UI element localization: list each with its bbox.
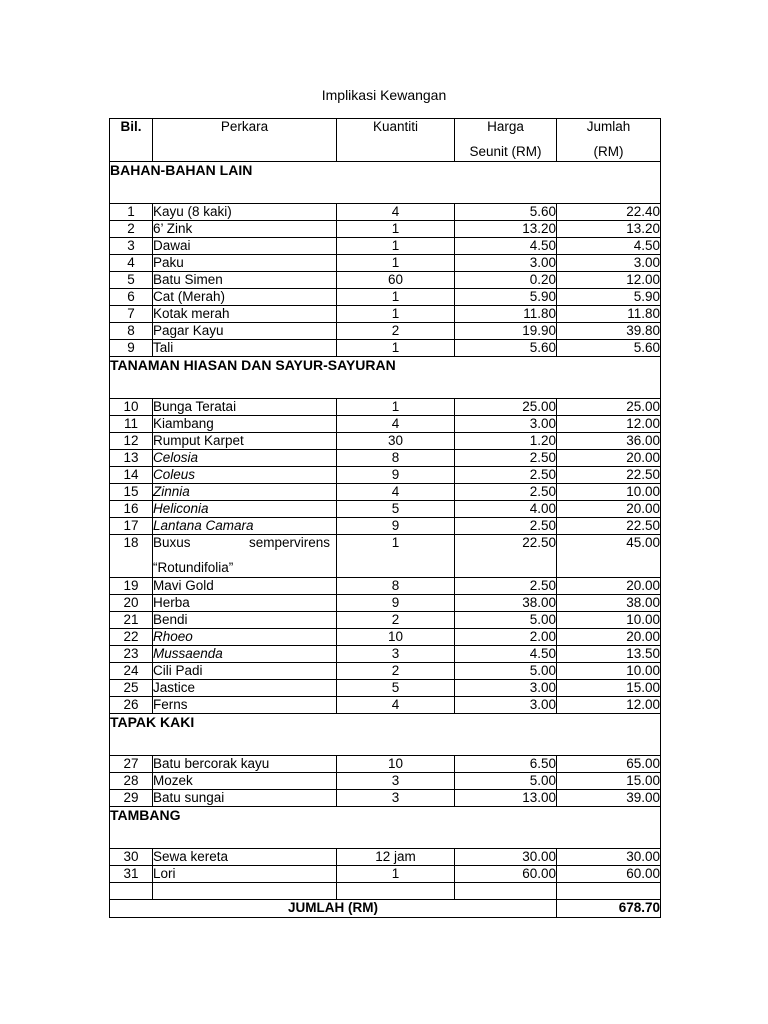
row-quantity: 10	[337, 756, 455, 773]
total-label: JUMLAH (RM)	[110, 900, 557, 918]
row-item: Ferns	[153, 697, 337, 714]
row-unit-price: 2.50	[455, 450, 557, 467]
row-quantity: 3	[337, 646, 455, 663]
row-item-word: sempervirens	[248, 535, 330, 550]
table-row	[110, 646, 661, 663]
table-row	[110, 697, 661, 714]
row-total: 25.00	[557, 399, 661, 416]
table-row	[110, 866, 661, 883]
row-number: 12	[110, 433, 153, 450]
blank-cell	[455, 883, 557, 900]
row-unit-price: 5.00	[455, 663, 557, 680]
row-item: Batu sungai	[153, 790, 337, 807]
row-unit-price: 3.00	[455, 680, 557, 697]
header-kuantiti: Kuantiti	[337, 119, 455, 162]
row-total: 45.00	[557, 535, 661, 578]
row-total: 5.60	[557, 340, 661, 357]
row-quantity: 8	[337, 578, 455, 595]
row-number: 10	[110, 399, 153, 416]
row-item: Kotak merah	[153, 306, 337, 323]
row-item: Kayu (8 kaki)	[153, 204, 337, 221]
row-number: 24	[110, 663, 153, 680]
row-item: Bendi	[153, 612, 337, 629]
table-row	[110, 416, 661, 433]
row-item: Mussaenda	[153, 646, 337, 663]
row-number: 20	[110, 595, 153, 612]
blank-cell	[557, 883, 661, 900]
row-unit-price: 2.00	[455, 629, 557, 646]
table-row	[110, 467, 661, 484]
section-header-row	[110, 807, 661, 849]
row-total: 20.00	[557, 578, 661, 595]
row-quantity: 2	[337, 612, 455, 629]
row-item: Bunga Teratai	[153, 399, 337, 416]
row-item: Sewa kereta	[153, 849, 337, 866]
row-unit-price: 60.00	[455, 866, 557, 883]
row-number: 23	[110, 646, 153, 663]
row-unit-price: 13.20	[455, 221, 557, 238]
row-unit-price: 1.20	[455, 433, 557, 450]
row-quantity: 4	[337, 484, 455, 501]
financial-table	[109, 118, 661, 918]
row-quantity: 10	[337, 629, 455, 646]
row-number: 31	[110, 866, 153, 883]
row-item: Celosia	[153, 450, 337, 467]
row-unit-price: 22.50	[455, 535, 557, 578]
section-header-row	[110, 357, 661, 399]
row-unit-price: 19.90	[455, 323, 557, 340]
total-row	[110, 900, 661, 918]
row-number: 2	[110, 221, 153, 238]
row-unit-price: 5.60	[455, 340, 557, 357]
row-item: Pagar Kayu	[153, 323, 337, 340]
row-total: 5.90	[557, 289, 661, 306]
table-row	[110, 399, 661, 416]
blank-cell	[337, 883, 455, 900]
row-quantity: 30	[337, 433, 455, 450]
table-row	[110, 663, 661, 680]
row-unit-price: 25.00	[455, 399, 557, 416]
row-quantity: 1	[337, 399, 455, 416]
table-row	[110, 340, 661, 357]
row-item-word: Buxus	[153, 535, 191, 550]
row-total: 22.50	[557, 518, 661, 535]
row-total: 22.50	[557, 467, 661, 484]
header-harga	[455, 119, 557, 162]
row-unit-price: 2.50	[455, 467, 557, 484]
row-number: 27	[110, 756, 153, 773]
row-number: 6	[110, 289, 153, 306]
row-quantity: 8	[337, 450, 455, 467]
table-row	[110, 272, 661, 289]
table-row	[110, 773, 661, 790]
row-quantity: 2	[337, 323, 455, 340]
row-unit-price: 11.80	[455, 306, 557, 323]
row-unit-price: 3.00	[455, 255, 557, 272]
row-total: 12.00	[557, 697, 661, 714]
row-number: 28	[110, 773, 153, 790]
header-bil: Bil.	[110, 119, 153, 162]
row-quantity: 1	[337, 340, 455, 357]
row-total: 13.20	[557, 221, 661, 238]
row-item: Jastice	[153, 680, 337, 697]
row-number: 15	[110, 484, 153, 501]
row-total: 10.00	[557, 484, 661, 501]
row-item: Tali	[153, 340, 337, 357]
row-total: 10.00	[557, 612, 661, 629]
row-total: 39.80	[557, 323, 661, 340]
row-quantity: 1	[337, 289, 455, 306]
section-title: TAPAK KAKI	[110, 714, 661, 756]
row-number: 29	[110, 790, 153, 807]
blank-cell	[110, 883, 153, 900]
row-total: 20.00	[557, 501, 661, 518]
row-unit-price: 30.00	[455, 849, 557, 866]
row-unit-price: 4.00	[455, 501, 557, 518]
row-quantity: 9	[337, 467, 455, 484]
row-item	[153, 535, 337, 578]
row-total: 12.00	[557, 416, 661, 433]
row-total: 22.40	[557, 204, 661, 221]
header-perkara: Perkara	[153, 119, 337, 162]
row-item-line: “Rotundifolia”	[153, 560, 234, 575]
row-unit-price: 5.00	[455, 612, 557, 629]
row-item: Coleus	[153, 467, 337, 484]
row-quantity: 2	[337, 663, 455, 680]
row-item: Mavi Gold	[153, 578, 337, 595]
row-quantity: 4	[337, 204, 455, 221]
row-quantity: 5	[337, 501, 455, 518]
row-unit-price: 6.50	[455, 756, 557, 773]
row-item-line	[153, 535, 336, 551]
row-number: 26	[110, 697, 153, 714]
row-unit-price: 2.50	[455, 578, 557, 595]
row-quantity: 1	[337, 238, 455, 255]
row-number: 5	[110, 272, 153, 289]
row-number: 30	[110, 849, 153, 866]
row-item: Rhoeo	[153, 629, 337, 646]
table-row	[110, 255, 661, 272]
row-number: 17	[110, 518, 153, 535]
table-row	[110, 756, 661, 773]
row-total: 11.80	[557, 306, 661, 323]
table-row	[110, 612, 661, 629]
row-quantity: 3	[337, 773, 455, 790]
table-row	[110, 306, 661, 323]
row-total: 36.00	[557, 433, 661, 450]
blank-row	[110, 883, 661, 900]
header-jumlah-line1: Jumlah	[586, 119, 631, 134]
row-number: 11	[110, 416, 153, 433]
table-row	[110, 433, 661, 450]
row-item: Paku	[153, 255, 337, 272]
row-unit-price: 0.20	[455, 272, 557, 289]
row-item: Rumput Karpet	[153, 433, 337, 450]
row-number: 21	[110, 612, 153, 629]
row-total: 20.00	[557, 450, 661, 467]
row-quantity: 1	[337, 866, 455, 883]
row-unit-price: 4.50	[455, 238, 557, 255]
row-total: 39.00	[557, 790, 661, 807]
table-row	[110, 221, 661, 238]
row-item: Dawai	[153, 238, 337, 255]
row-number: 25	[110, 680, 153, 697]
row-total: 13.50	[557, 646, 661, 663]
table-row	[110, 518, 661, 535]
table-row	[110, 323, 661, 340]
row-item: Mozek	[153, 773, 337, 790]
row-quantity: 4	[337, 697, 455, 714]
row-quantity: 9	[337, 595, 455, 612]
row-total: 60.00	[557, 866, 661, 883]
row-unit-price: 5.60	[455, 204, 557, 221]
row-quantity: 1	[337, 221, 455, 238]
section-header-row	[110, 162, 661, 204]
row-item: Lantana Camara	[153, 518, 337, 535]
row-unit-price: 2.50	[455, 484, 557, 501]
row-total: 15.00	[557, 680, 661, 697]
table-row	[110, 450, 661, 467]
row-total: 4.50	[557, 238, 661, 255]
row-unit-price: 3.00	[455, 697, 557, 714]
total-value: 678.70	[557, 900, 661, 918]
row-unit-price: 5.00	[455, 773, 557, 790]
row-quantity: 3	[337, 790, 455, 807]
table-row	[110, 849, 661, 866]
row-total: 3.00	[557, 255, 661, 272]
row-number: 8	[110, 323, 153, 340]
row-item: Kiambang	[153, 416, 337, 433]
row-number: 1	[110, 204, 153, 221]
document-title: Implikasi Kewangan	[321, 87, 447, 103]
table-row	[110, 629, 661, 646]
row-item: Herba	[153, 595, 337, 612]
row-quantity: 9	[337, 518, 455, 535]
row-item: Cili Padi	[153, 663, 337, 680]
row-number: 19	[110, 578, 153, 595]
table-row	[110, 595, 661, 612]
row-item: Heliconia	[153, 501, 337, 518]
row-quantity: 12 jam	[337, 849, 455, 866]
row-unit-price: 5.90	[455, 289, 557, 306]
header-jumlah	[557, 119, 661, 162]
row-number: 14	[110, 467, 153, 484]
table-row	[110, 204, 661, 221]
row-quantity: 60	[337, 272, 455, 289]
section-header-row	[110, 714, 661, 756]
row-number: 22	[110, 629, 153, 646]
table-row	[110, 790, 661, 807]
table-row	[110, 501, 661, 518]
table-row	[110, 484, 661, 501]
table-header-row	[110, 119, 661, 162]
row-quantity: 1	[337, 535, 455, 578]
row-item: 6’ Zink	[153, 221, 337, 238]
row-unit-price: 2.50	[455, 518, 557, 535]
row-quantity: 1	[337, 255, 455, 272]
row-number: 3	[110, 238, 153, 255]
row-item: Batu bercorak kayu	[153, 756, 337, 773]
row-number: 4	[110, 255, 153, 272]
row-number: 18	[110, 535, 153, 578]
row-unit-price: 4.50	[455, 646, 557, 663]
row-total: 30.00	[557, 849, 661, 866]
header-jumlah-line2: (RM)	[593, 144, 624, 159]
row-total: 38.00	[557, 595, 661, 612]
row-unit-price: 13.00	[455, 790, 557, 807]
row-quantity: 1	[337, 306, 455, 323]
row-total: 65.00	[557, 756, 661, 773]
section-title: TANAMAN HIASAN DAN SAYUR-SAYURAN	[110, 357, 661, 399]
table-row	[110, 578, 661, 595]
row-total: 15.00	[557, 773, 661, 790]
row-quantity: 4	[337, 416, 455, 433]
header-harga-line2: Seunit (RM)	[469, 144, 542, 159]
row-number: 9	[110, 340, 153, 357]
table-row	[110, 238, 661, 255]
row-total: 10.00	[557, 663, 661, 680]
section-title: TAMBANG	[110, 807, 661, 849]
row-number: 7	[110, 306, 153, 323]
row-unit-price: 38.00	[455, 595, 557, 612]
row-unit-price: 3.00	[455, 416, 557, 433]
section-title: BAHAN-BAHAN LAIN	[110, 162, 661, 204]
row-item: Lori	[153, 866, 337, 883]
row-number: 16	[110, 501, 153, 518]
row-total: 20.00	[557, 629, 661, 646]
table-row	[110, 289, 661, 306]
table-row	[110, 535, 661, 578]
row-total: 12.00	[557, 272, 661, 289]
table-row	[110, 680, 661, 697]
header-harga-line1: Harga	[487, 119, 524, 134]
row-number: 13	[110, 450, 153, 467]
row-item: Zinnia	[153, 484, 337, 501]
row-item: Batu Simen	[153, 272, 337, 289]
row-quantity: 5	[337, 680, 455, 697]
row-item: Cat (Merah)	[153, 289, 337, 306]
blank-cell	[153, 883, 337, 900]
